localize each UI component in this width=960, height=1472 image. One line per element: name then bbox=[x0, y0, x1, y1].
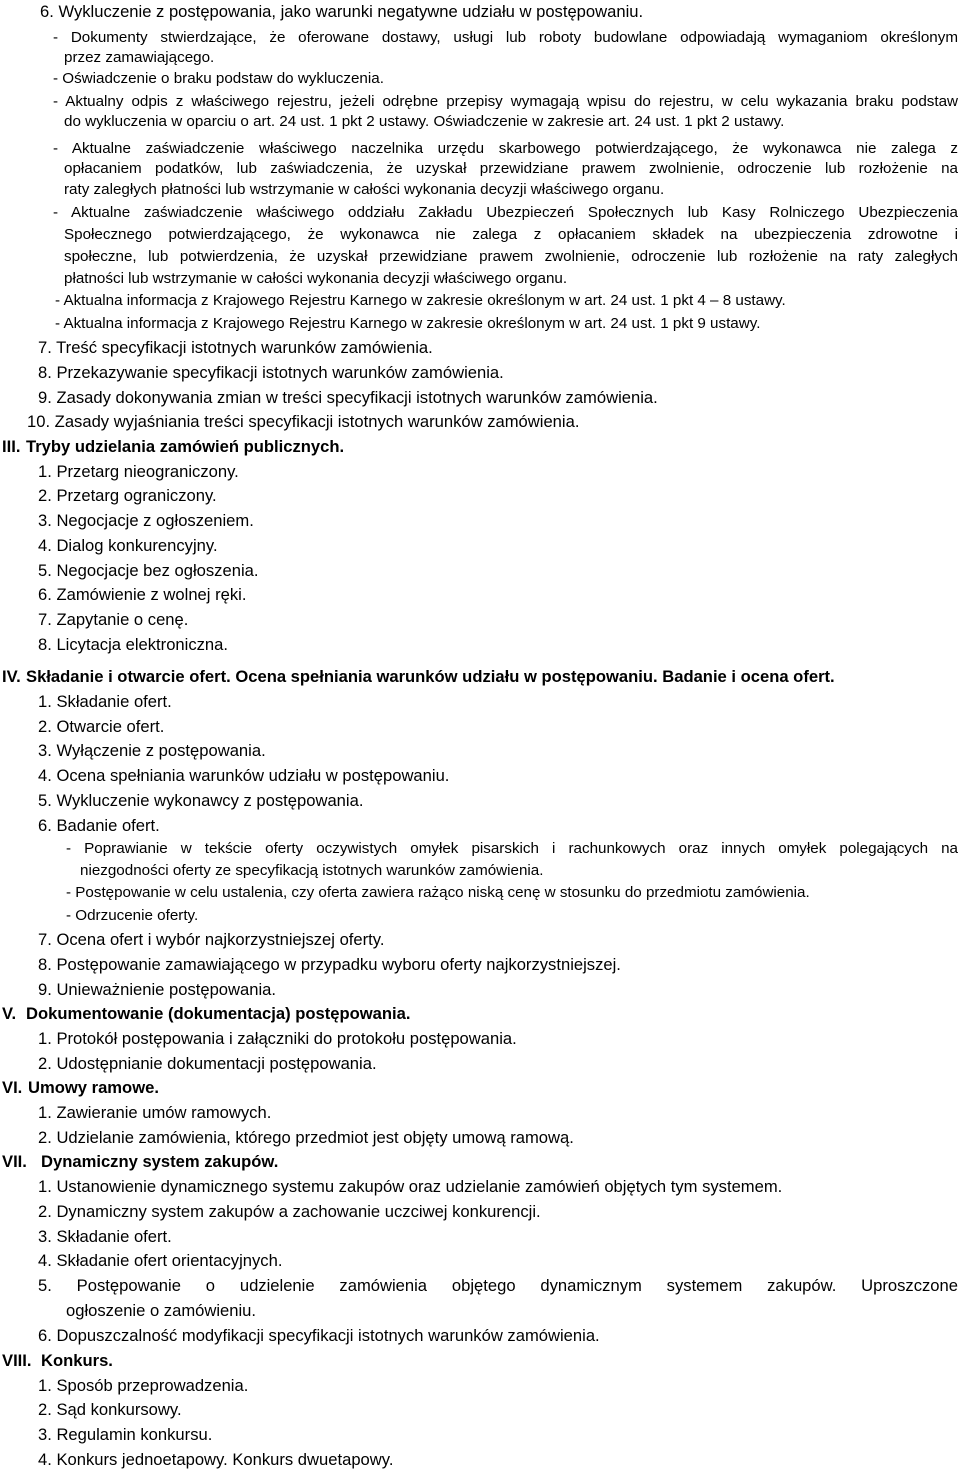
doc-list-item: 2. Udostępnianie dokumentacji postępowania. bbox=[38, 1054, 377, 1073]
section-heading: VI. Umowy ramowe. bbox=[2, 1078, 159, 1097]
doc-list-item: 8. Postępowanie zamawiającego w przypadku wyboru oferty najkorzystniejszej. bbox=[38, 955, 621, 974]
doc-list-item: 3. Składanie ofert. bbox=[38, 1227, 172, 1246]
doc-list-item: 2. Otwarcie ofert. bbox=[38, 717, 165, 736]
doc-list-item: ogłoszenie o zamówieniu. bbox=[66, 1301, 257, 1320]
doc-item-line: - Aktualny odpis z właściwego rejestru, jeżeli odrębne przepisy wymagają wpisu do rejestru, w celu wykazania braku podstaw bbox=[53, 93, 958, 110]
doc-list-item: 5. Negocjacje bez ogłoszenia. bbox=[38, 561, 259, 580]
doc-list-item: 1. Sposób przeprowadzenia. bbox=[38, 1376, 249, 1395]
doc-list-item: 1. Składanie ofert. bbox=[38, 692, 172, 711]
doc-item-line: - Odrzucenie oferty. bbox=[66, 907, 199, 924]
doc-list-item: 6. Dopuszczalność modyfikacji specyfikacji istotnych warunków zamówienia. bbox=[38, 1326, 600, 1345]
doc-list-item: 7. Treść specyfikacji istotnych warunków zamówienia. bbox=[38, 338, 433, 357]
doc-item-line: - Dokumenty stwierdzające, że oferowane dostawy, usługi lub roboty budowlane odpowiadają wymaganiom określonym bbox=[53, 29, 958, 46]
doc-list-item: 5. Wykluczenie wykonawcy z postępowania. bbox=[38, 791, 364, 810]
section-heading: III. Tryby udzielania zamówień publicznych. bbox=[2, 437, 345, 456]
doc-item-line: przez zamawiającego. bbox=[64, 49, 215, 66]
section-heading: IV. Składanie i otwarcie ofert. Ocena spełniania warunków udziału w postępowaniu. Badanie i ocena ofert. bbox=[2, 667, 835, 686]
doc-list-item: 2. Sąd konkursowy. bbox=[38, 1400, 182, 1419]
doc-list-item: 7. Zapytanie o cenę. bbox=[38, 610, 189, 629]
doc-list-item: 1. Ustanowienie dynamicznego systemu zakupów oraz udzielanie zamówień objętych tym systemem. bbox=[38, 1177, 783, 1196]
doc-item-line: do wykluczenia w oparciu o art. 24 ust. 1 pkt 2 ustawy. Oświadczenie w zakresie art. 24 ust. 1 pkt 2 ustawy. bbox=[64, 113, 785, 130]
doc-list-item: 10. Zasady wyjaśniania treści specyfikacji istotnych warunków zamówienia. bbox=[27, 412, 580, 431]
section-heading: VII. Dynamiczny system zakupów. bbox=[2, 1152, 279, 1171]
doc-list-item: 3. Wyłączenie z postępowania. bbox=[38, 741, 266, 760]
doc-list-item: 3. Regulamin konkursu. bbox=[38, 1425, 213, 1444]
doc-item-line: społeczne, lub potwierdzenia, że uzyskał przewidziane prawem zwolnienie, odroczenie lub rozłożenie na raty zaległych bbox=[64, 248, 958, 265]
section-heading: V. Dokumentowanie (dokumentacja) postępowania. bbox=[2, 1004, 411, 1023]
doc-item-line: niezgodności oferty ze specyfikacją istotnych warunków zamówienia. bbox=[80, 862, 544, 879]
doc-item-line: - Aktualna informacja z Krajowego Rejestru Karnego w zakresie określonym w art. 24 ust. 1 pkt 9 ustawy. bbox=[55, 315, 761, 332]
doc-list-item: 4. Składanie ofert orientacyjnych. bbox=[38, 1251, 283, 1270]
doc-list-item: 1. Przetarg nieograniczony. bbox=[38, 462, 239, 481]
doc-list-item: 2. Przetarg ograniczony. bbox=[38, 486, 217, 505]
doc-list-item: 2. Udzielanie zamówienia, którego przedmiot jest objęty umową ramową. bbox=[38, 1128, 574, 1147]
doc-list-item: 8. Przekazywanie specyfikacji istotnych warunków zamówienia. bbox=[38, 363, 504, 382]
doc-list-item: 1. Zawieranie umów ramowych. bbox=[38, 1103, 272, 1122]
doc-list-item: 5. Postępowanie o udzielenie zamówienia objętego dynamicznym systemem zakupów. Uproszczone bbox=[38, 1276, 958, 1295]
doc-item-line: - Poprawianie w tekście oferty oczywistych omyłek pisarskich i rachunkowych oraz innych omyłek polegających na bbox=[66, 840, 958, 857]
doc-item-line: - Oświadczenie o braku podstaw do wykluczenia. bbox=[53, 70, 384, 87]
doc-list-item: 1. Protokół postępowania i załączniki do protokołu postępowania. bbox=[38, 1029, 517, 1048]
doc-list-item: 4. Konkurs jednoetapowy. Konkurs dwuetapowy. bbox=[38, 1450, 394, 1469]
doc-item-line: płatności lub wstrzymanie w całości wykonania decyzji właściwego organu. bbox=[64, 270, 568, 287]
doc-list-item: 9. Zasady dokonywania zmian w treści specyfikacji istotnych warunków zamówienia. bbox=[38, 388, 658, 407]
doc-list-item: 3. Negocjacje z ogłoszeniem. bbox=[38, 511, 254, 530]
doc-item-line: opłacaniem podatków, lub zaświadczenia, że uzyskał przewidziane prawem zwolnienie, odroczenie lub rozłożenie na bbox=[64, 160, 958, 177]
doc-list-item: 4. Dialog konkurencyjny. bbox=[38, 536, 218, 555]
doc-list-item: 6. Zamówienie z wolnej ręki. bbox=[38, 585, 247, 604]
doc-list-item: 8. Licytacja elektroniczna. bbox=[38, 635, 229, 654]
doc-item-line: - Postępowanie w celu ustalenia, czy oferta zawiera rażąco niską cenę w stosunku do przedmiotu zamówienia. bbox=[66, 884, 810, 901]
doc-list-item: 2. Dynamiczny system zakupów a zachowanie uczciwej konkurencji. bbox=[38, 1202, 541, 1221]
doc-item-line: - Aktualne zaświadczenie właściwego oddziału Zakładu Ubezpieczeń Społecznych lub Kasy Rolniczego Ubezpieczenia bbox=[53, 204, 958, 221]
doc-item-line: Społecznego potwierdzającego, że wykonawca nie zalega z opłacaniem składek na ubezpieczenia zdrowotne i bbox=[64, 226, 958, 243]
section-heading: VIII. Konkurs. bbox=[2, 1351, 113, 1370]
doc-list-item: 4. Ocena spełniania warunków udziału w postępowaniu. bbox=[38, 766, 450, 785]
doc-list-item: 9. Unieważnienie postępowania. bbox=[38, 980, 277, 999]
doc-list-item: 6. Badanie ofert. bbox=[38, 816, 160, 835]
doc-item-line: - Aktualna informacja z Krajowego Rejestru Karnego w zakresie określonym w art. 24 ust. 1 pkt 4 – 8 ustawy. bbox=[55, 292, 786, 309]
doc-item-line: - Aktualne zaświadczenie właściwego naczelnika urzędu skarbowego potwierdzającego, że wykonawca nie zalega z bbox=[53, 140, 958, 157]
doc-list-item: 7. Ocena ofert i wybór najkorzystniejszej oferty. bbox=[38, 930, 385, 949]
doc-item-line: raty zaległych płatności lub wstrzymanie w całości wykonania decyzji właściwego organu. bbox=[64, 181, 665, 198]
section-6-heading: 6. Wykluczenie z postępowania, jako warunki negatywne udziału w postępowaniu. bbox=[40, 2, 644, 21]
